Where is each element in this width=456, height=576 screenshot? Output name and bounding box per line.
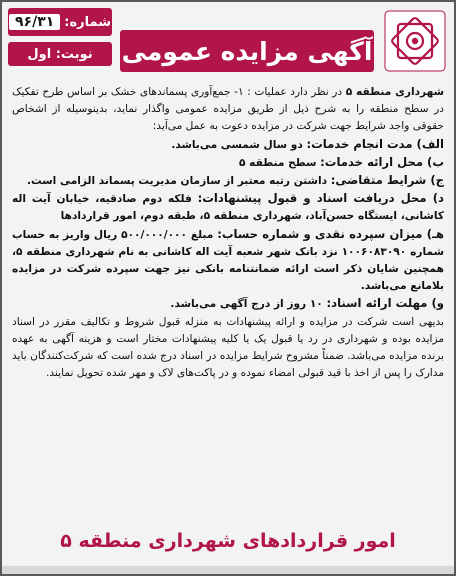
- footer-signature: امور قراردادهای شهرداری منطقه ۵: [60, 530, 396, 552]
- notice-body: [12, 84, 444, 382]
- notice-turn-badge: [8, 42, 112, 66]
- section-title: و) مهلت ارائه اسناد:: [326, 296, 444, 311]
- section-title: الف) مدت انجام خدمات:: [306, 136, 444, 151]
- bottom-divider: [2, 566, 454, 574]
- title-banner: [120, 30, 374, 72]
- section-text: ۱۰ روز از درج آگهی می‌باشد.: [170, 298, 327, 311]
- section-deadline: [12, 295, 444, 313]
- notice-header: [2, 2, 454, 76]
- closing-paragraph: بدیهی است شرکت در مزایده و ارائه پیشنهادات به منزله قبول شروط و تکالیف مقرر در اسناد مزایده بوده و شهرداری در رد یا قبول یک یا کلیه پیشنهادات مختار است و هزینه آگهی به عهده برنده مزایده می‌باشد. ضمناً مشروح شرایط مزایده در اسناد درج شده است که شرکت‌کنندگان باید مدارک را پس از اخذ با قید قبولی امضاء نموده و در پاکت‌های لاک و مهر شده تحویل نمایند.: [12, 315, 444, 380]
- notice-title: آگهی مزایده عمومی: [121, 36, 373, 66]
- notice-turn-label: نوبت: اول: [27, 46, 93, 62]
- section-title: ج) شرایط متقاضی:: [330, 173, 444, 188]
- section-requirements: [12, 172, 444, 190]
- intro-text: در نظر دارد عملیات : ۱- جمع‌آوری پسماندهای خشک بر اساس طرح تفکیک در سطح منطقه را به شرح ذیل از طریق مزایده عمومی واگذار نماید، بدینوسیله از اشخاص حقوقی واجد شرایط جهت شرکت در مزایده دعوت به عمل می‌آید:: [12, 86, 444, 133]
- section-title: هـ) میزان سپرده نقدی و شماره حساب:: [217, 226, 444, 241]
- section-text: دو سال شمسی می‌باشد.: [171, 138, 307, 151]
- section-duration: [12, 136, 444, 154]
- section-text: فلکه دوم صادقیه، خیابان آیت اله کاشانی، ایستگاه حسن‌آباد، شهرداری منطقه ۵، طبقه دوم، امور قراردادها: [12, 193, 444, 223]
- section-document-address: [12, 190, 444, 225]
- section-title: ب) محل ارائه خدمات:: [320, 154, 444, 169]
- section-location: [12, 154, 444, 172]
- section-deposit: [12, 226, 444, 296]
- notice-number-label: شماره:: [64, 14, 112, 30]
- notice-number-value: ۹۶/۳۱: [9, 14, 60, 30]
- tehran-municipality-logo: [384, 10, 446, 72]
- intro-paragraph: [12, 84, 444, 136]
- section-text: داشتن رتبه معتبر از سازمان مدیریت پسماند الزامی است.: [27, 175, 331, 188]
- section-text: سطح منطقه ۵: [239, 156, 321, 169]
- intro-organization: شهرداری منطقه ۵: [345, 86, 445, 98]
- section-text: مبلغ ۵۰۰/۰۰۰/۰۰۰ ریال واریز به حساب شماره ۱۰۰۶۰۸۳۰۹۰ نزد بانک شهر شعبه آیت اله کاشانی به نام شهرداری منطقه ۵، همچنین شایان ذکر است ارائه ضمانتنامه بانکی نیز جهت سپرده شرکت در مزایده بلامانع می‌باشد.: [12, 228, 445, 293]
- notice-number-badge: [8, 8, 112, 36]
- notice-footer: [2, 524, 454, 558]
- section-title: د) محل دریافت اسناد و قبول پیشنهادات:: [197, 191, 444, 206]
